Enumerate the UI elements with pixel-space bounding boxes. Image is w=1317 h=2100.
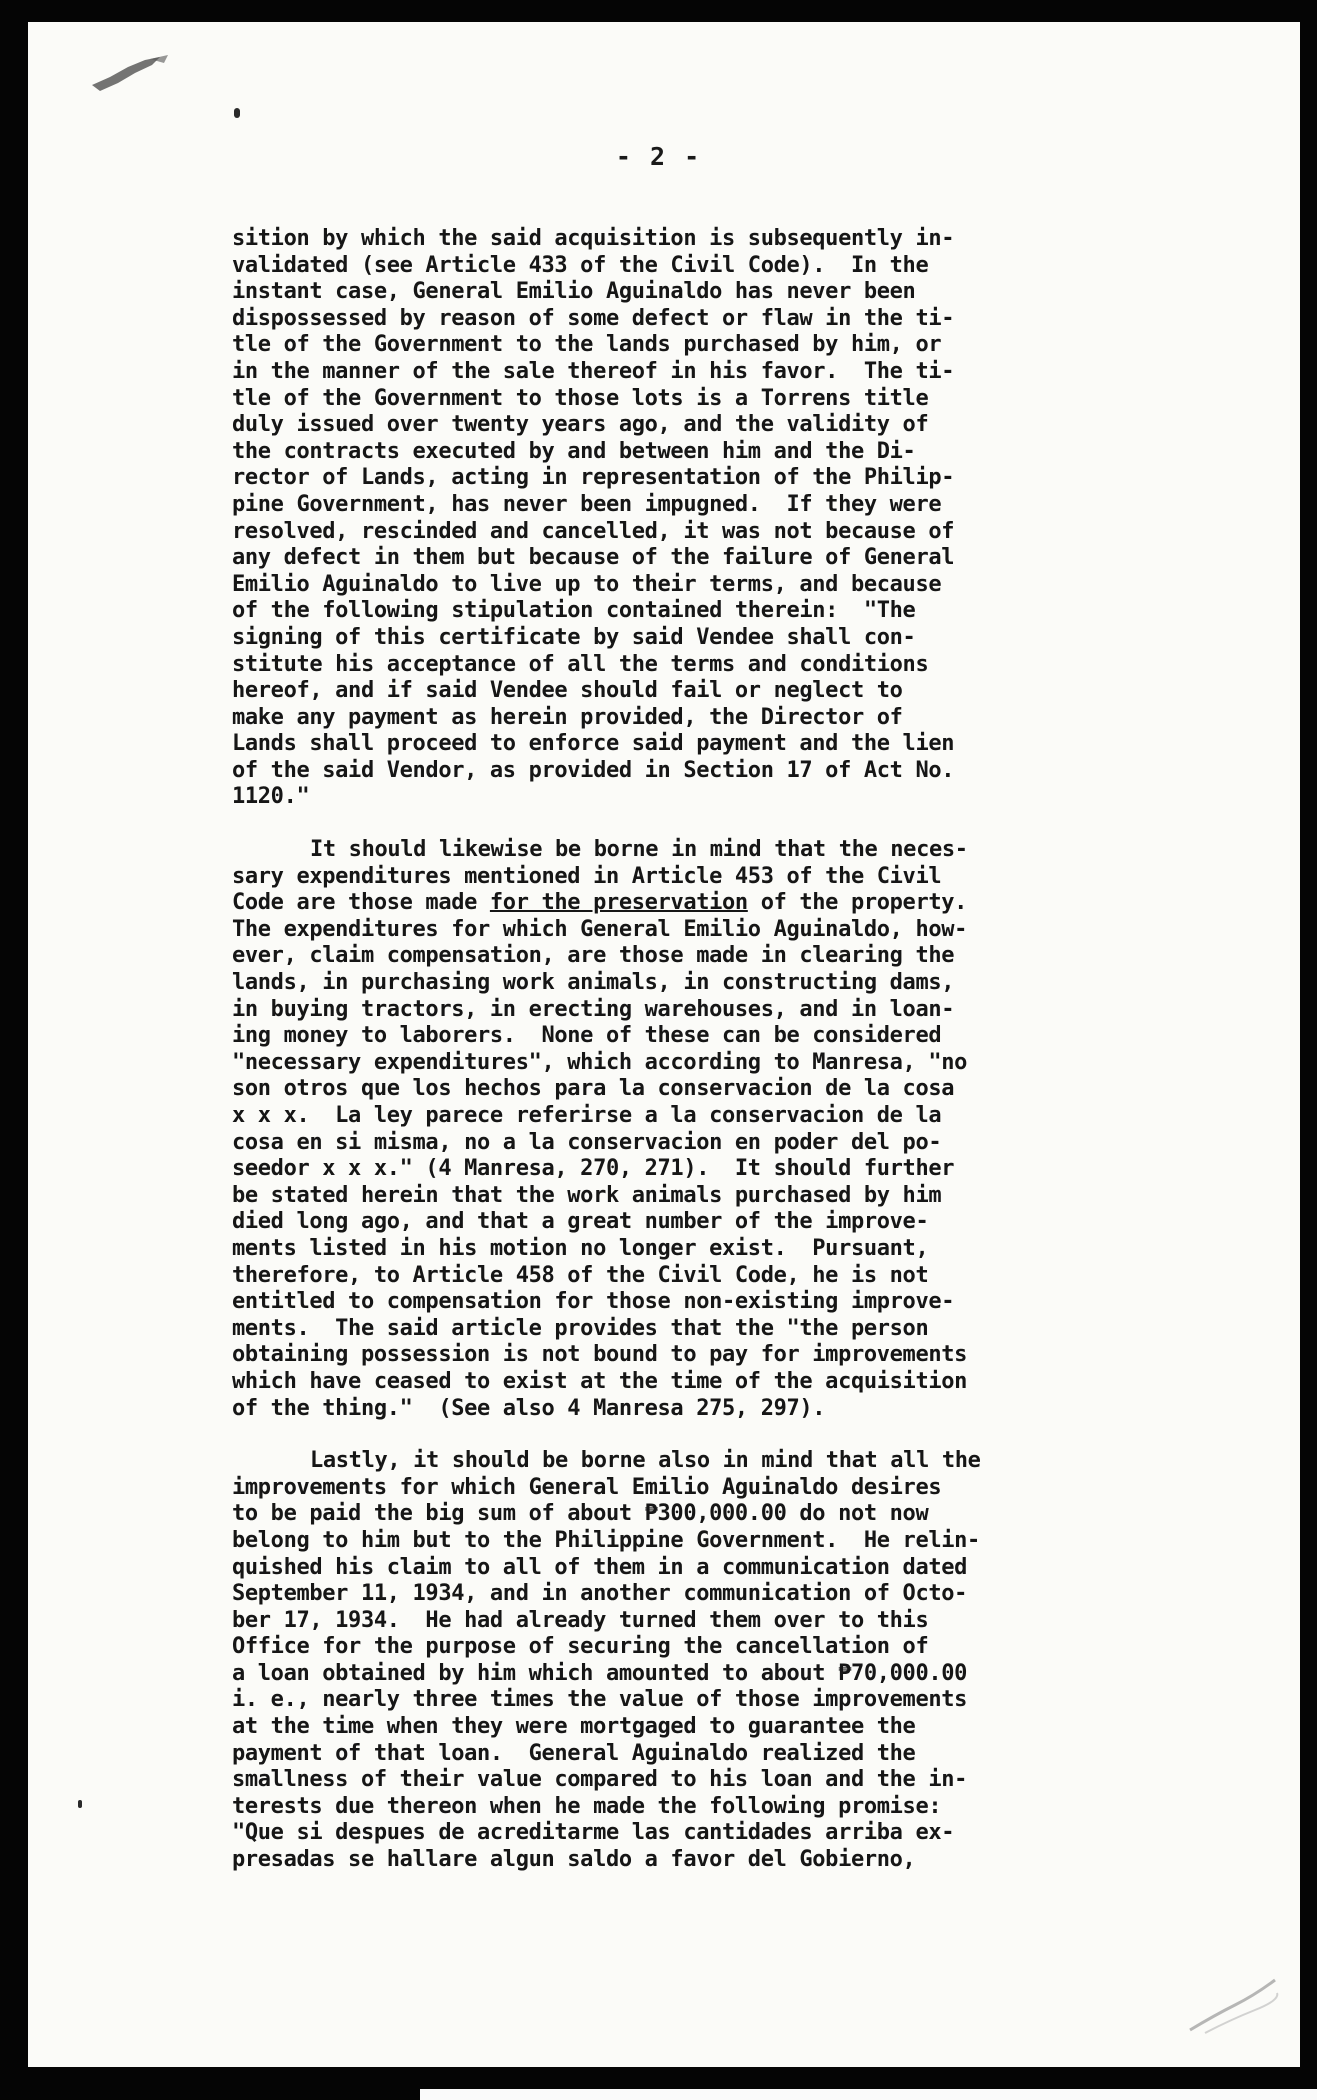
scan-edge-strip xyxy=(420,2089,1317,2100)
text-line: Emilio Aguinaldo to live up to their terms, and because xyxy=(232,571,942,597)
text-line: duly issued over twenty years ago, and the validity of xyxy=(232,412,929,438)
text-line: terests due thereon when he made the following promise: xyxy=(232,1793,942,1819)
paragraph xyxy=(232,226,1137,811)
text-line: It should likewise be borne in mind that the neces- xyxy=(310,837,968,863)
text-line: any defect in them but because of the failure of General xyxy=(232,545,955,571)
text-line: ever, claim compensation, are those made in clearing the xyxy=(232,943,955,969)
text-line: payment of that loan. General Aguinaldo realized the xyxy=(232,1740,916,1766)
text-line: Lands shall proceed to enforce said payment and the lien xyxy=(232,731,955,757)
text-line: of the thing." (See also 4 Manresa 275, 297). xyxy=(232,1395,826,1421)
text-line: ments. The said article provides that the "the person xyxy=(232,1315,929,1341)
text-line: to be paid the big sum of about ₱300,000.00 do not now xyxy=(232,1501,929,1527)
scan-speck xyxy=(234,108,240,118)
text-line: ments listed in his motion no longer exist. Pursuant, xyxy=(232,1235,929,1261)
text-line: cosa en si misma, no a la conservacion en poder del po- xyxy=(232,1129,942,1155)
text-line: lands, in purchasing work animals, in constructing dams, xyxy=(232,970,955,996)
text-line: i. e., nearly three times the value of those improvements xyxy=(232,1687,968,1713)
text-line: tle of the Government to those lots is a Torrens title xyxy=(232,385,929,411)
text-line: died long ago, and that a great number of the improve- xyxy=(232,1209,929,1235)
text-line: obtaining possession is not bound to pay for improvements xyxy=(232,1342,968,1368)
text-line: "Que si despues de acreditarme las cantidades arriba ex- xyxy=(232,1820,955,1846)
text-line: rector of Lands, acting in representation of the Philip- xyxy=(232,465,955,491)
text-line: Lastly, it should be borne also in mind that all the xyxy=(310,1448,981,1474)
text-line: validated (see Article 433 of the Civil Code). In the xyxy=(232,252,929,278)
text-line: September 11, 1934, and in another communication of Octo- xyxy=(232,1581,968,1607)
text-line: in buying tractors, in erecting warehouses, and in loan- xyxy=(232,996,955,1022)
scan-smudge-mark xyxy=(90,55,170,95)
text-line: ing money to laborers. None of these can be considered xyxy=(232,1023,942,1049)
text-line: in the manner of the sale thereof in his favor. The ti- xyxy=(232,358,955,384)
page-number: - 2 - xyxy=(615,142,702,171)
text-line: the contracts executed by and between him and the Di- xyxy=(232,438,916,464)
text-line: be stated herein that the work animals purchased by him xyxy=(232,1182,942,1208)
text-line: which have ceased to exist at the time of the acquisition xyxy=(232,1368,968,1394)
scan-speck xyxy=(78,1800,82,1808)
text-line: make any payment as herein provided, the Director of xyxy=(232,704,903,730)
text-line: pine Government, has never been impugned. If they were xyxy=(232,491,942,517)
text-line: resolved, rescinded and cancelled, it was not because of xyxy=(232,518,955,544)
text-line: sary expenditures mentioned in Article 453 of the Civil xyxy=(232,863,942,889)
text-line: stitute his acceptance of all the terms and conditions xyxy=(232,651,929,677)
text-line: sition by which the said acquisition is subsequently in- xyxy=(232,226,955,251)
text-line: a loan obtained by him which amounted to about ₱70,000.00 xyxy=(232,1660,968,1686)
text-line: The expenditures for which General Emilio Aguinaldo, how- xyxy=(232,916,968,942)
text-line: instant case, General Emilio Aguinaldo has never been xyxy=(232,279,916,305)
text-line: 1120." xyxy=(232,784,310,810)
text-line: smallness of their value compared to his loan and the in- xyxy=(232,1767,968,1793)
text-line: Office for the purpose of securing the cancellation of xyxy=(232,1634,929,1660)
paragraph xyxy=(232,1448,1137,1874)
text-line: son otros que los hechos para la conservacion de la cosa xyxy=(232,1076,955,1102)
text-line: at the time when they were mortgaged to guarantee the xyxy=(232,1714,916,1740)
document-body xyxy=(232,226,1137,1874)
text-line: dispossessed by reason of some defect or flaw in the ti- xyxy=(232,305,955,331)
text-line: belong to him but to the Philippine Government. He relin- xyxy=(232,1527,980,1553)
text-line: Code are those made for the preservation of the property. xyxy=(232,890,968,916)
underlined-phrase: for the preservation xyxy=(489,890,748,916)
text-line: quished his claim to all of them in a communication dated xyxy=(232,1554,968,1580)
text-line: ber 17, 1934. He had already turned them over to this xyxy=(232,1607,929,1633)
text-line: tle of the Government to the lands purchased by him, or xyxy=(232,332,942,358)
text-line: hereof, and if said Vendee should fail or neglect to xyxy=(232,678,903,704)
scan-smudge-mark xyxy=(1185,1975,1280,2035)
text-line: of the said Vendor, as provided in Section 17 of Act No. xyxy=(232,757,955,783)
text-line: "necessary expenditures", which according to Manresa, "no xyxy=(232,1049,968,1075)
text-line: signing of this certificate by said Vendee shall con- xyxy=(232,624,916,650)
text-line: presadas se hallare algun saldo a favor del Gobierno, xyxy=(232,1847,916,1873)
paragraph xyxy=(232,837,1137,1422)
text-line: entitled to compensation for those non-existing improve- xyxy=(232,1289,955,1315)
text-line: x x x. La ley parece referirse a la conservacion de la xyxy=(232,1103,942,1128)
text-line: seedor x x x." (4 Manresa, 270, 271). It should further xyxy=(232,1156,955,1182)
text-line: improvements for which General Emilio Aguinaldo desires xyxy=(232,1474,942,1500)
text-line: therefore, to Article 458 of the Civil Code, he is not xyxy=(232,1262,929,1288)
text-line: of the following stipulation contained therein: "The xyxy=(232,598,916,624)
